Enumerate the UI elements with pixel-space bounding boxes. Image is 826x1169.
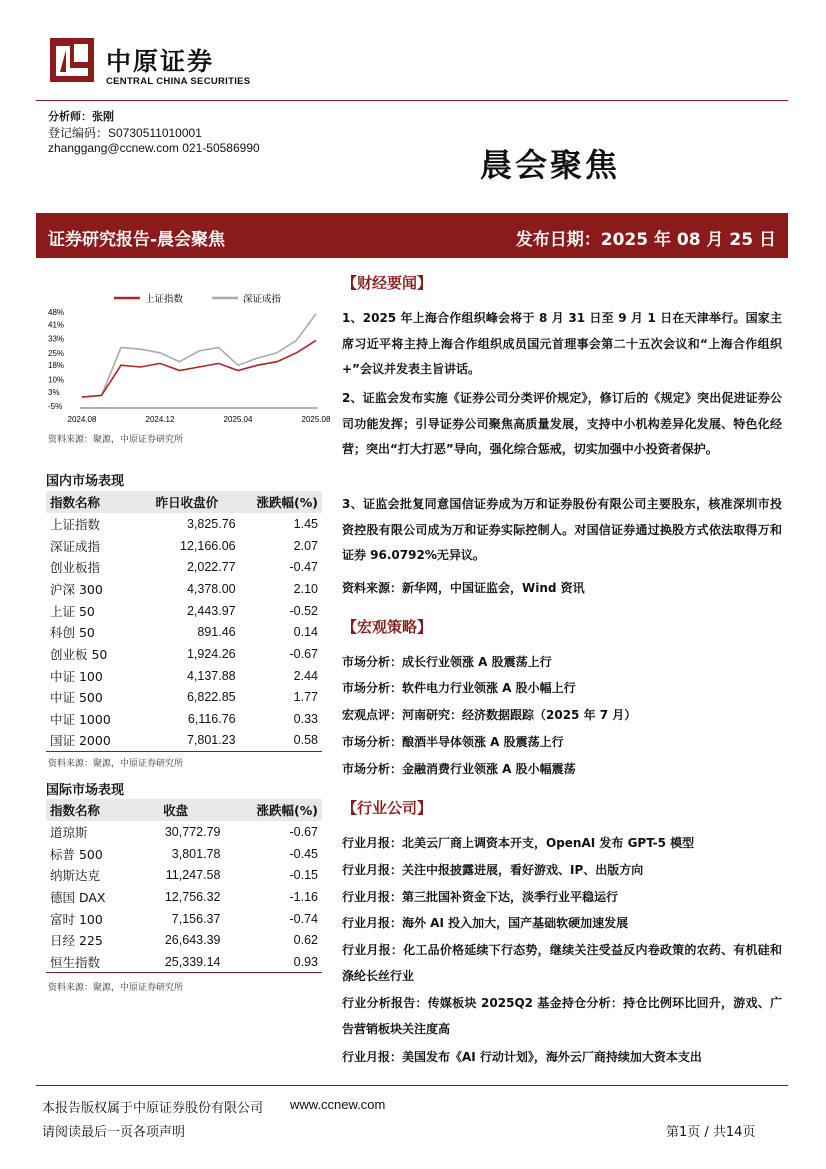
cell-close: 2,022.77: [186, 560, 236, 575]
cell-close: 891.46: [197, 625, 236, 640]
cell-close: 1,924.26: [186, 646, 236, 661]
y-tick-label: 33%: [48, 334, 65, 344]
y-tick-label: 41%: [48, 320, 65, 330]
table-row: [46, 843, 322, 865]
table-row: [46, 708, 322, 730]
cell-index-name: 科创 50: [50, 625, 95, 641]
macro-item: 市场分析：成长行业领涨 A 股震荡上行: [342, 655, 552, 669]
y-tick-label: 25%: [48, 348, 65, 358]
cell-change: 1.45: [293, 516, 318, 531]
series-line-sh-index: [82, 340, 316, 397]
logo-english-name: CENTRAL CHINA SECURITIES: [106, 76, 251, 87]
industry-item: 行业月报：美国发布《AI 行动计划》，海外云厂商持续加大资本支出: [342, 1050, 702, 1064]
cell-close: 25,339.14: [135, 951, 224, 973]
cell-close: 3,801.78: [171, 846, 221, 861]
cell-index-name: 道琼斯: [50, 824, 88, 840]
cell-change: 0.93: [224, 951, 322, 973]
section-heading-macro: 【宏观策略】: [342, 618, 433, 636]
series-line-sz-index: [82, 314, 316, 397]
cell-index-name: 上证 50: [50, 603, 95, 619]
domestic-market-title: 国内市场表现: [46, 470, 322, 493]
cell-close: 4,378.00: [186, 581, 236, 596]
header-divider: [36, 100, 788, 101]
logo-chinese-name: 中原证券: [106, 47, 215, 76]
chart-legend: [114, 293, 282, 305]
cell-change: -0.15: [289, 868, 318, 883]
international-source: 资料来源：聚源，中原证券研究所: [48, 983, 184, 993]
cell-index-name: 日经 225: [50, 933, 103, 949]
macro-item: 市场分析：金融消费行业领涨 A 股小幅震荡: [342, 762, 576, 776]
industry-item: 行业月报：第三批国补资金下达，淡季行业平稳运行: [342, 890, 619, 904]
company-logo-icon: [50, 38, 94, 82]
industry-item: 行业月报：化工品价格延续下行态势，继续关注受益反内卷政策的农药、有机硅和涤纶长丝行业: [342, 943, 782, 983]
document-title: 晨会聚焦: [480, 146, 621, 184]
macro-item: 宏观点评：河南研究：经济数据跟踪（2025 年 7 月）: [342, 708, 637, 722]
international-market-table: [46, 799, 322, 973]
macro-item: 市场分析：软件电力行业领涨 A 股小幅上行: [342, 681, 576, 695]
cell-close: 11,247.58: [165, 868, 221, 883]
cell-close: 7,801.23: [128, 730, 240, 752]
index-performance-chart: [46, 288, 331, 428]
cell-change: 2.07: [293, 538, 318, 553]
header-change: 涨跌幅(%): [224, 799, 322, 821]
header-index-name: 指数名称: [46, 799, 135, 821]
cell-index-name: 富时 100: [50, 911, 103, 927]
analyst-contact: zhanggang@ccnew.com 021-50586990: [48, 141, 260, 155]
cell-index-name: 中证 1000: [50, 712, 111, 728]
cell-change: 2.44: [293, 668, 318, 683]
cell-close: 30,772.79: [164, 824, 221, 839]
y-tick-label: 10%: [48, 375, 65, 385]
cell-index-name: 创业板 50: [50, 646, 108, 662]
legend-label-sh: 上证指数: [145, 294, 184, 305]
cell-close: 26,643.39: [164, 933, 221, 948]
cell-index-name: 恒生指数: [46, 951, 135, 973]
cell-close: 6,822.85: [186, 690, 236, 705]
table-row: [46, 556, 322, 578]
cell-change: -0.45: [289, 846, 318, 861]
macro-item: 市场分析：酿酒半导体领涨 A 股震荡上行: [342, 735, 564, 749]
cell-change: 1.77: [293, 690, 318, 705]
table-row: [46, 665, 322, 687]
cell-change: 2.10: [293, 581, 318, 596]
industry-item: 行业分析报告：传媒板块 2025Q2 基金持仓分析：持仓比例环比回升，游戏、广告营销板块关注度高: [342, 996, 782, 1036]
international-market-title: 国际市场表现: [46, 779, 322, 802]
cell-index-name: 国证 2000: [46, 730, 128, 752]
table-row: [46, 535, 322, 557]
y-tick-label: -5%: [48, 402, 63, 411]
cell-close: 4,137.88: [186, 668, 236, 683]
cell-index-name: 沪深 300: [50, 581, 103, 597]
chart-source: 资料来源：聚源，中原证券研究所: [48, 435, 184, 445]
cell-index-name: 上证指数: [50, 516, 101, 532]
header-close: 昨日收盘价: [128, 491, 240, 513]
cell-change: -0.67: [289, 824, 318, 839]
cell-index-name: 纳斯达克: [50, 868, 101, 884]
table-row: [46, 951, 322, 973]
footer-copyright: 本报告版权属于中原证券股份有限公司: [42, 1101, 264, 1116]
y-tick-label: 18%: [48, 361, 65, 371]
cell-index-name: 德国 DAX: [50, 889, 106, 905]
news-item-2: 2、证监会发布实施《证券公司分类评价规定》，修订后的《规定》突出促进证券公司功能发挥；引导证券公司聚焦高质量发展，支持中小机构差异化发展、特色化经营；突出“打大打恶”导向，强化综合惩戒，切实加强中小投资者保护。: [342, 391, 782, 456]
table-row: [46, 643, 322, 665]
domestic-source: 资料来源：聚源，中原证券研究所: [48, 759, 184, 769]
table-row: [46, 864, 322, 886]
cell-index-name: 标普 500: [50, 846, 103, 862]
table-row: [46, 929, 322, 951]
header-change: 涨跌幅(%): [240, 491, 322, 513]
news-item-1: 1、2025 年上海合作组织峰会将于 8 月 31 日至 9 月 1 日在天津举行。国家主席习近平将主持上海合作组织成员国元首理事会第二十五次会议和“上海合作组织+”会议并发表主旨讲话。: [342, 311, 782, 376]
report-type: 证券研究报告-晨会聚焦: [48, 230, 226, 250]
table-row: [46, 513, 322, 535]
cell-index-name: 中证 500: [50, 690, 103, 706]
footer-website-link[interactable]: www.ccnew.com: [290, 1097, 386, 1112]
footer-disclaimer: 请阅读最后一页各项声明: [42, 1125, 186, 1140]
cell-change: 0.33: [293, 712, 318, 727]
footer-divider: [36, 1085, 788, 1086]
table-row: [46, 821, 322, 843]
domestic-market-table: [46, 491, 322, 752]
table-row: [46, 908, 322, 930]
news-source: 资料来源：新华网，中国证监会，Wind 资讯: [342, 581, 585, 595]
cell-index-name: 中证 100: [50, 668, 103, 684]
cell-close: 2,443.97: [186, 603, 236, 618]
table-row: [46, 730, 322, 752]
cell-close: 6,116.76: [187, 712, 236, 727]
cell-change: -0.52: [289, 603, 318, 618]
cell-change: 0.62: [293, 933, 318, 948]
cell-index-name: 创业板指: [50, 560, 101, 576]
legend-label-sz: 深证成指: [243, 294, 282, 305]
cell-change: -0.47: [289, 560, 318, 575]
page-number: 第1页 / 共14页: [666, 1125, 756, 1140]
industry-item: 行业月报：北美云厂商上调资本开支，OpenAI 发布 GPT-5 模型: [342, 836, 695, 850]
cell-close: 7,156.37: [171, 911, 221, 926]
table-row: [46, 578, 322, 600]
section-heading-news: 【财经要闻】: [342, 274, 433, 292]
cell-change: -1.16: [289, 889, 318, 904]
cell-change: 0.58: [240, 730, 322, 752]
section-heading-industry: 【行业公司】: [342, 799, 433, 817]
cell-close: 12,756.32: [164, 889, 221, 904]
industry-item: 行业月报：关注中报披露进展，看好游戏、IP、出版方向: [342, 863, 644, 877]
report-banner: [36, 213, 788, 258]
y-tick-label: 48%: [48, 308, 65, 317]
table-row: [46, 600, 322, 622]
news-item-3: 3、证监会批复同意国信证券成为万和证券股份有限公司主要股东，核准深圳市投资控股有限公司成为万和证券实际控制人。对国信证券通过换股方式依法取得万和证券 96.0792%无异议。: [342, 497, 782, 562]
x-tick-label: 2025.04: [223, 415, 253, 424]
industry-item: 行业月报：海外 AI 投入加大，国产基础软硬加速发展: [342, 916, 629, 930]
header-index-name: 指数名称: [46, 491, 128, 513]
analyst-name: 分析师：张刚: [48, 110, 114, 123]
cell-index-name: 深证成指: [50, 538, 101, 554]
x-tick-label: 2024.08: [67, 415, 97, 424]
table-row: [46, 886, 322, 908]
cell-close: 3,825.76: [186, 516, 236, 531]
table-row: [46, 621, 322, 643]
x-tick-label: 2024.12: [145, 415, 175, 424]
header-close: 收盘: [135, 799, 224, 821]
cell-change: -0.74: [289, 911, 318, 926]
x-tick-label: 2025.08: [301, 415, 331, 424]
publish-date: 发布日期：2025 年 08 月 25 日: [515, 230, 776, 250]
cell-change: -0.67: [289, 646, 318, 661]
y-tick-label: 3%: [48, 387, 60, 397]
registration-number: 登记编码：S0730511010001: [48, 126, 202, 140]
cell-close: 12,166.06: [180, 538, 236, 553]
table-row: [46, 687, 322, 709]
cell-change: 0.14: [293, 625, 318, 640]
